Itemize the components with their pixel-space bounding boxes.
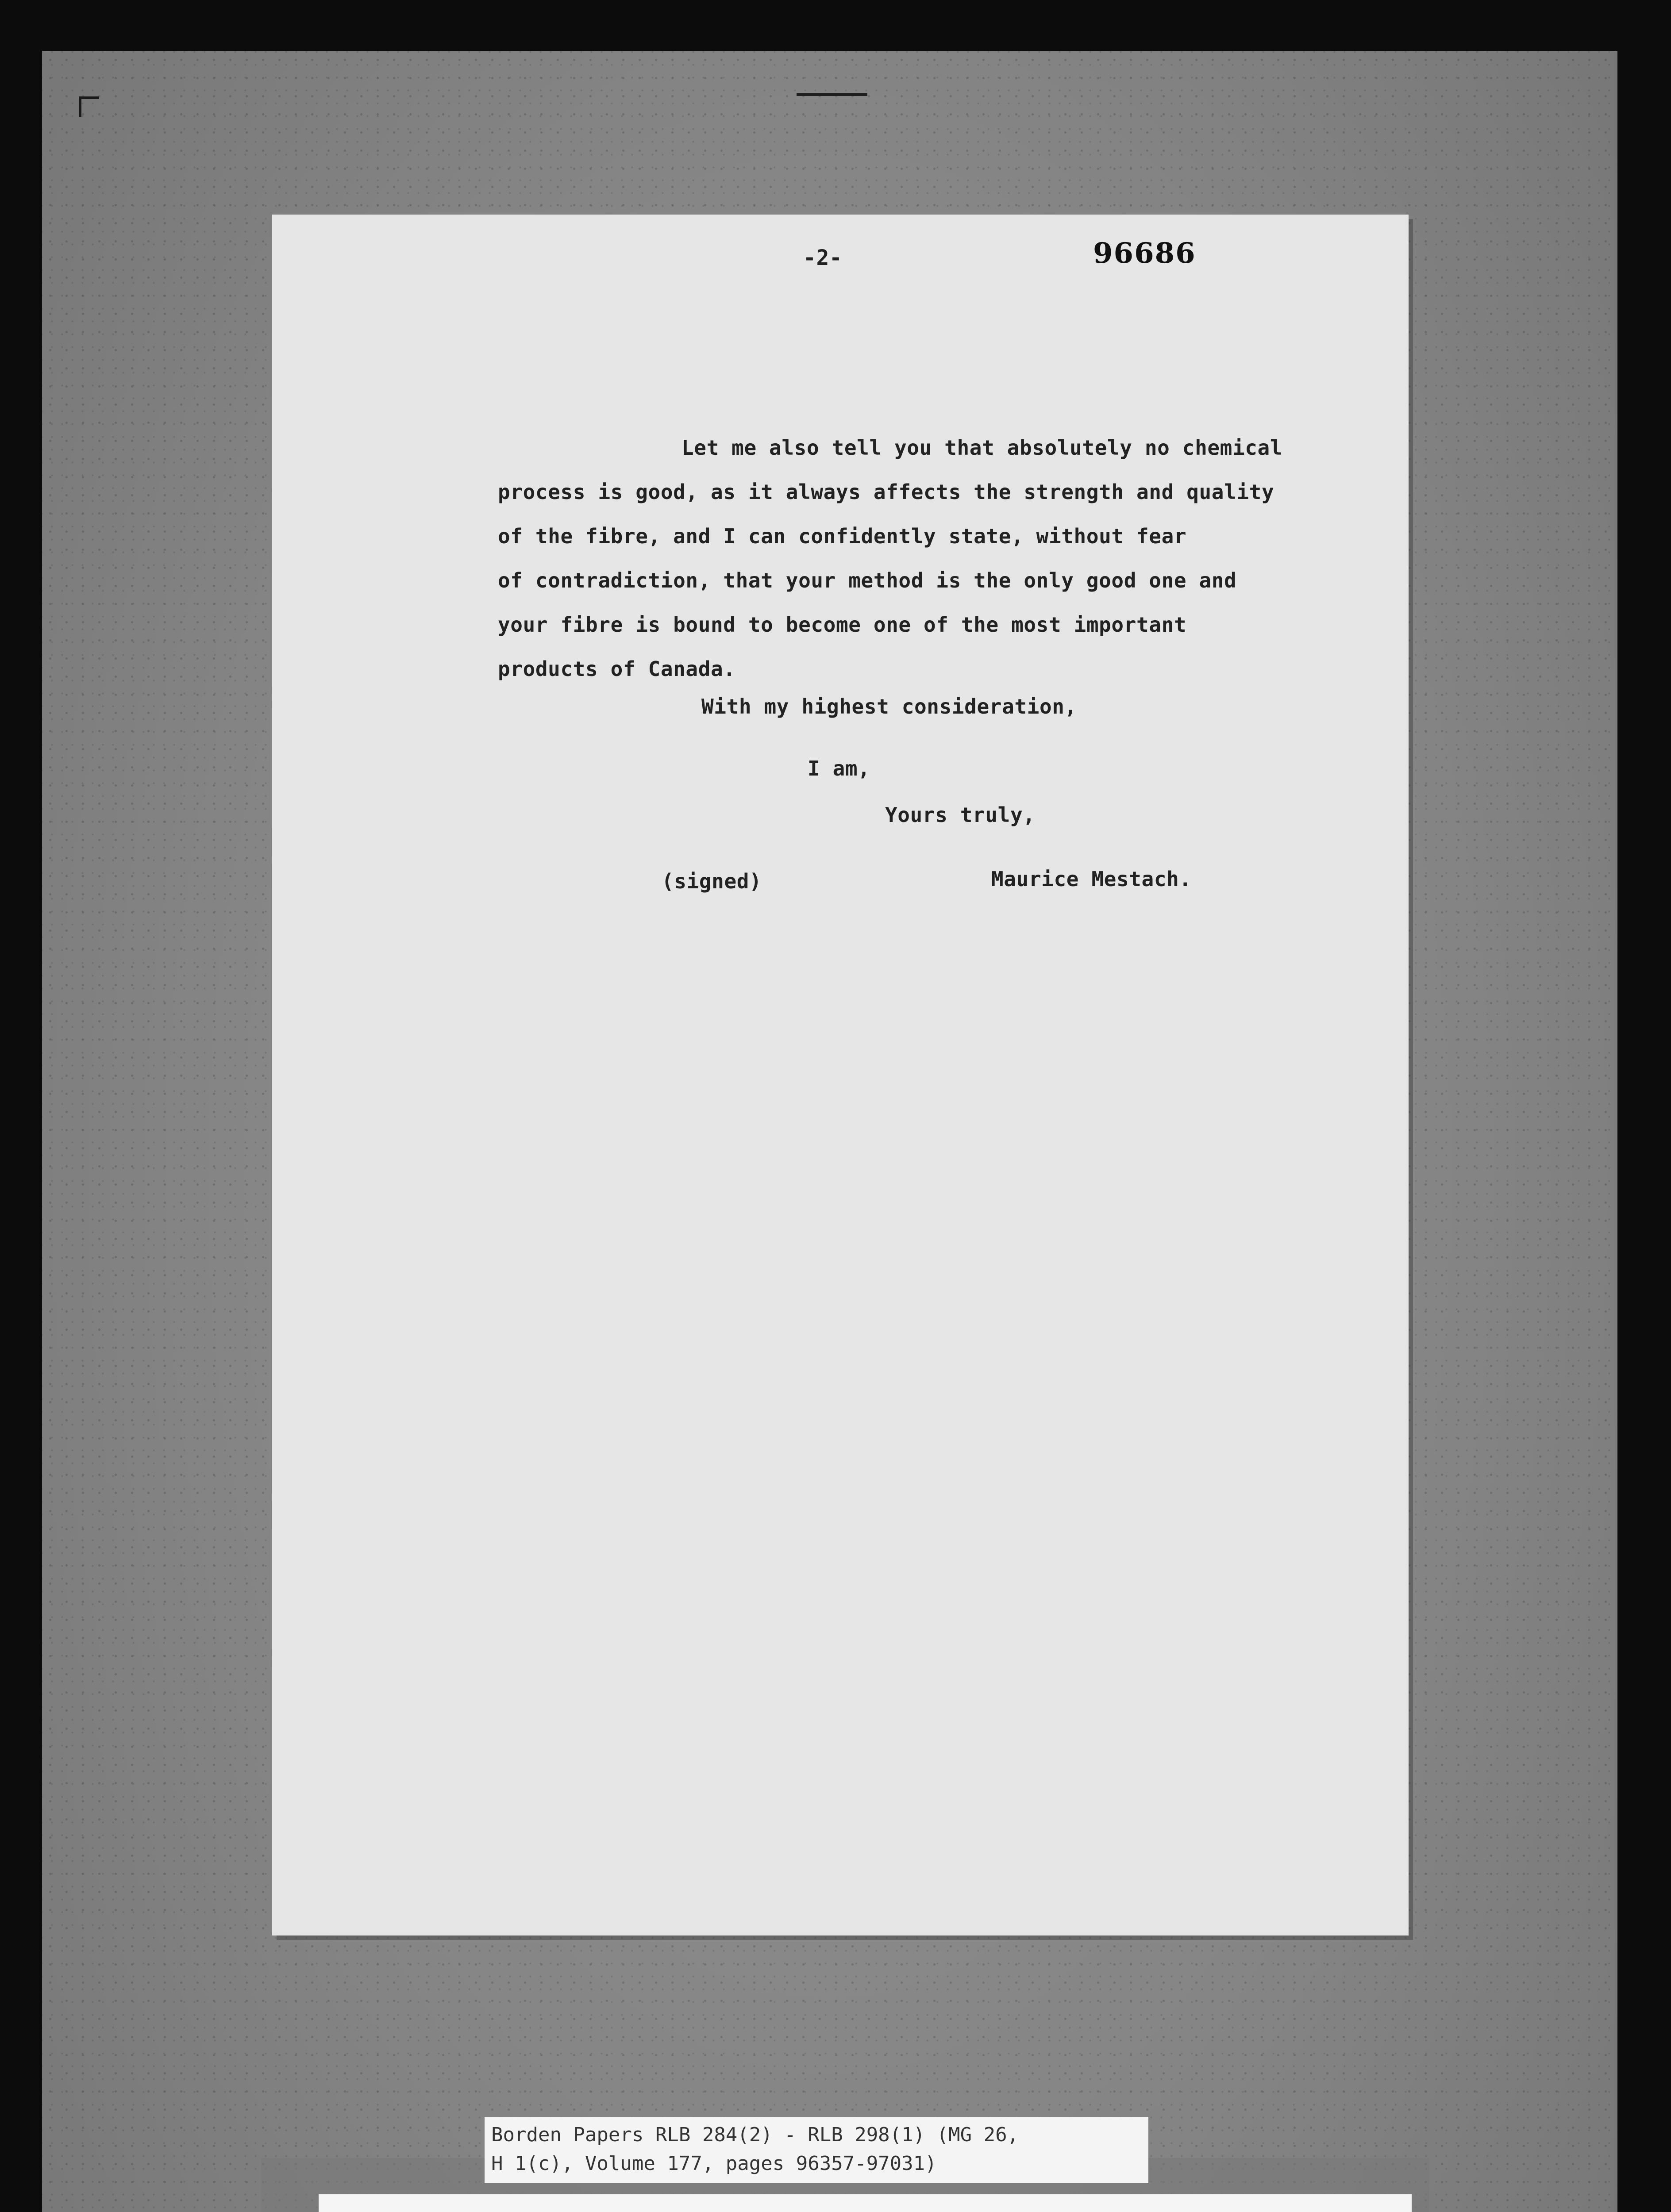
archive-stamp-card [319,2194,1412,2212]
archive-reference-label [485,2117,1148,2183]
closing-line: With my highest consideration, [701,695,1077,718]
i-am-line: I am, [808,757,870,780]
body-line: your fibre is bound to become one of the most important [498,613,1187,637]
body-line: process is good, as it always affects the strength and quality [498,480,1274,504]
body-line: Let me also tell you that absolutely no chemical [681,436,1283,460]
document-number: 96686 [1093,237,1196,270]
letter-page [272,215,1409,1936]
page-marker: -2- [803,246,843,270]
archive-reference-line-1: Borden Papers RLB 284(2) - RLB 298(1) (MG 26, [491,2124,1019,2146]
body-line: of the fibre, and I can confidently state, without fear [498,524,1187,548]
body-line: of contradiction, that your method is the only good one and [498,568,1237,592]
signed-label: (signed) [662,869,762,893]
yours-truly-line: Yours truly, [885,803,1036,827]
signatory-name: Maurice Mestach. [991,867,1192,891]
frame-top-mark [797,93,867,96]
frame-corner-mark [79,96,99,117]
body-line: products of Canada. [498,657,736,681]
archive-reference-line-2: H 1(c), Volume 177, pages 96357-97031) [491,2152,937,2175]
